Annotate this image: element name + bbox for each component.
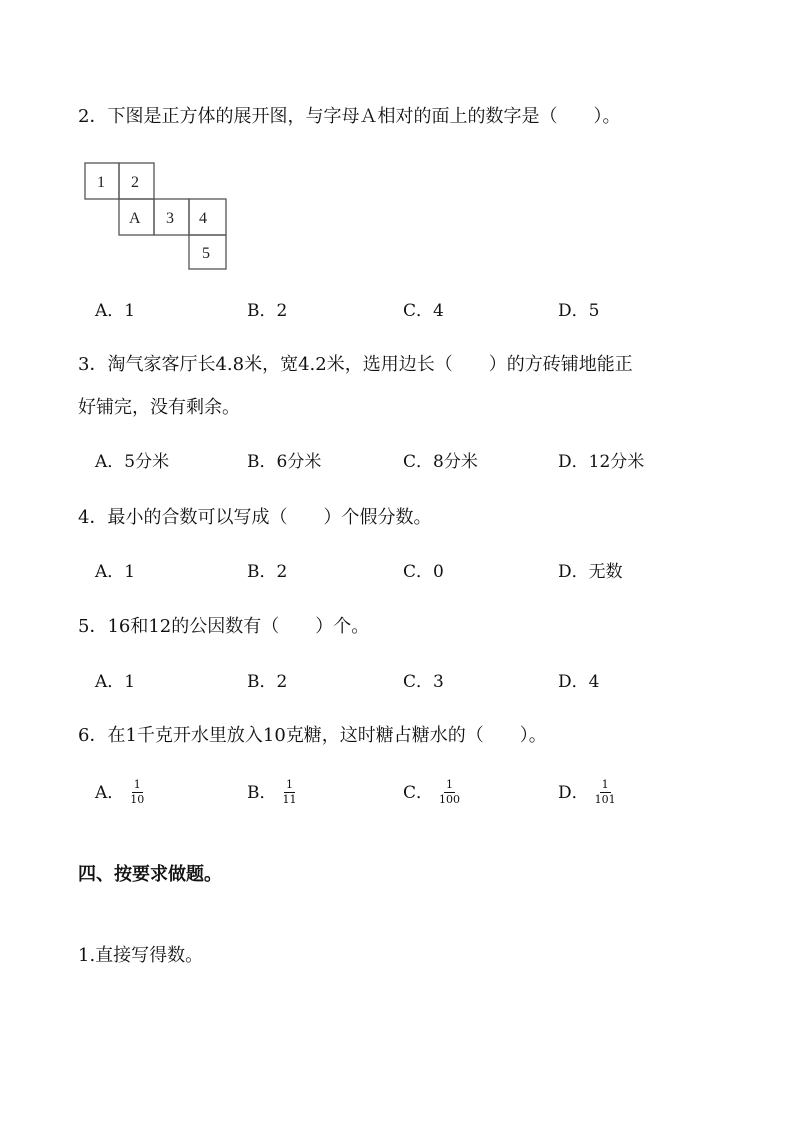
section-4-heading: 四、按要求做题。 [78,864,222,885]
option-text: 0 [433,562,444,582]
fraction-denominator: 101 [594,793,616,806]
option-text: 5分米 [124,452,170,472]
net-label-2: 2 [131,174,139,191]
fraction [593,779,618,806]
option-letter: A． [95,672,125,692]
net-cell-4 [189,199,226,235]
option-text: 2 [276,562,288,582]
option-text: 5 [588,301,600,321]
option-d[interactable] [558,296,599,326]
net-label-4: 4 [199,210,207,227]
option-text: 2 [276,301,288,321]
fraction [281,779,299,806]
question-3-options [95,447,735,477]
option-d[interactable] [558,447,644,477]
option-a[interactable] [95,667,135,697]
option-text: 无数 [588,562,623,582]
option-a[interactable] [95,777,146,808]
option-text: 12分米 [588,452,645,472]
option-text: 8分米 [433,452,478,472]
question-2-options [95,296,735,326]
option-letter: B． [247,452,277,472]
option-letter: D． [558,452,589,472]
question-4-options [95,557,735,587]
cube-net-diagram [84,158,234,273]
question-6-options [95,777,735,807]
option-letter: B． [247,782,277,803]
option-a[interactable] [95,557,135,587]
option-text: 1 [124,301,136,321]
question-2-stem: 2．下图是正方体的展开图，与字母Ａ相对的面上的数字是（ ）。 [78,106,621,127]
option-c[interactable] [403,557,444,587]
option-text: 2 [276,672,288,692]
option-letter: D． [558,672,589,692]
option-c[interactable] [403,296,444,326]
option-c[interactable] [403,447,478,477]
cube-net-figure [84,158,234,273]
fraction-denominator: 11 [282,793,297,806]
fraction [128,779,146,806]
fraction [437,779,462,806]
option-letter: D． [558,301,589,321]
fraction-numerator: 1 [286,778,293,791]
option-letter: D． [558,782,589,803]
option-letter: C． [403,562,434,582]
option-letter: A． [95,301,125,321]
option-letter: C． [403,301,434,321]
option-letter: C． [403,452,434,472]
question-6-stem: 6．在1千克开水里放入10克糖，这时糖占糖水的（ ）。 [78,725,547,746]
option-text: 4 [433,301,444,321]
option-letter: A． [95,452,125,472]
option-c[interactable] [403,777,462,808]
question-5-options [95,667,735,697]
fraction-denominator: 10 [130,793,145,806]
option-b[interactable] [247,447,321,477]
option-letter: A． [95,782,125,803]
option-b[interactable] [247,777,299,808]
question-3-stem-line1: 3．淘气家客厅长4.8米，宽4.2米，选用边长（ ）的方砖铺地能正 [78,354,633,375]
question-4-stem: 4．最小的合数可以写成（ ）个假分数。 [78,507,432,528]
fraction-numerator: 1 [133,778,141,791]
net-label-5: 5 [202,245,210,262]
option-a[interactable] [95,447,169,477]
option-letter: B． [247,672,277,692]
option-d[interactable] [558,667,599,697]
option-letter: B． [247,562,277,582]
option-d[interactable] [558,557,623,587]
option-b[interactable] [247,296,287,326]
option-text: 1 [124,562,136,582]
question-5-stem: 5．16和12的公因数有（ ）个。 [78,616,370,637]
option-b[interactable] [247,557,287,587]
net-label-a: A [129,210,141,227]
net-label-3: 3 [166,210,174,227]
section-4-item-1: 1.直接写得数。 [78,945,204,966]
option-text: 1 [124,672,136,692]
option-letter: C． [403,782,434,803]
option-text: 4 [588,672,600,692]
option-letter: B． [247,301,277,321]
option-letter: A． [95,562,125,582]
option-text: 3 [433,672,444,692]
option-letter: C． [403,672,434,692]
option-d[interactable] [558,777,618,808]
fraction-denominator: 100 [439,793,461,806]
option-c[interactable] [403,667,444,697]
net-label-1: 1 [97,174,105,191]
question-3-stem-line2: 好铺完，没有剩余。 [78,397,240,418]
fraction-numerator: 1 [601,778,609,791]
option-a[interactable] [95,296,135,326]
option-letter: D． [558,562,589,582]
fraction-numerator: 1 [446,778,454,791]
option-text: 6分米 [276,452,322,472]
option-b[interactable] [247,667,287,697]
